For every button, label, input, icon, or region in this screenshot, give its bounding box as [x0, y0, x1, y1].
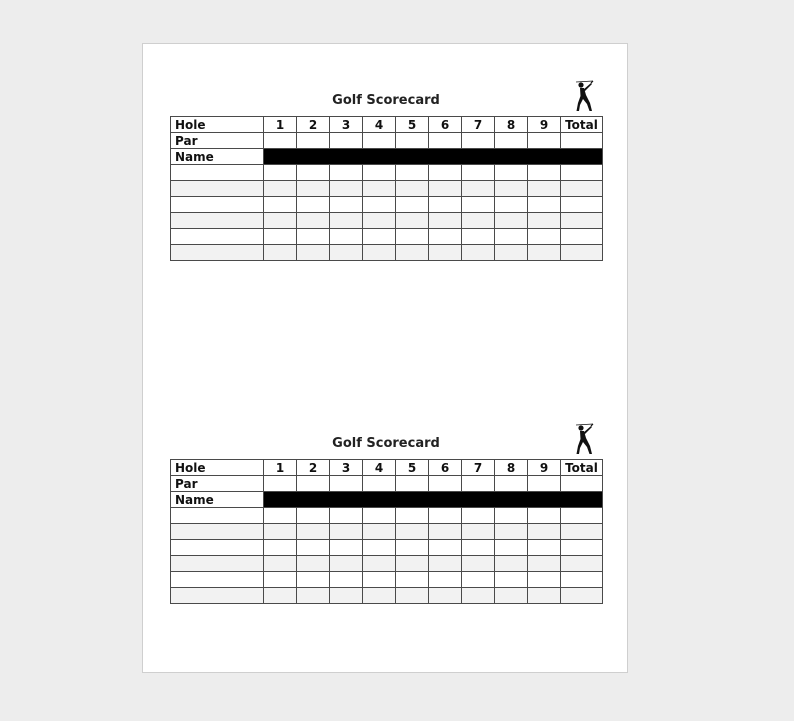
par-cell[interactable] [495, 476, 528, 492]
hole-number: 3 [330, 117, 363, 133]
name-row [171, 492, 603, 508]
hole-label: Hole [171, 460, 264, 476]
hole-row [171, 460, 603, 476]
par-cell[interactable] [462, 476, 495, 492]
hole-number: 7 [462, 117, 495, 133]
par-cell[interactable] [264, 476, 297, 492]
par-cell[interactable] [396, 476, 429, 492]
par-cell[interactable] [462, 133, 495, 149]
scorecard-page [142, 43, 628, 673]
hole-number: 2 [297, 117, 330, 133]
player-row [171, 213, 603, 229]
hole-number: 5 [396, 117, 429, 133]
hole-number: 1 [264, 117, 297, 133]
hole-number: 5 [396, 460, 429, 476]
par-row [171, 133, 603, 149]
hole-number: 6 [429, 460, 462, 476]
name-bar [264, 492, 603, 508]
hole-number: 8 [495, 460, 528, 476]
par-cell[interactable] [429, 133, 462, 149]
player-row [171, 572, 603, 588]
player-name-cell[interactable] [171, 213, 264, 229]
name-label: Name [171, 492, 264, 508]
par-label: Par [171, 133, 264, 149]
scorecard-table [170, 459, 603, 604]
player-name-cell[interactable] [171, 245, 264, 261]
par-total-cell[interactable] [561, 133, 603, 149]
hole-number: 9 [528, 460, 561, 476]
player-name-cell[interactable] [171, 165, 264, 181]
player-name-cell[interactable] [171, 524, 264, 540]
par-cell[interactable] [330, 476, 363, 492]
par-cell[interactable] [330, 133, 363, 149]
player-row [171, 229, 603, 245]
hole-row [171, 117, 603, 133]
hole-number: 4 [363, 460, 396, 476]
golfer-icon [571, 422, 597, 456]
par-cell[interactable] [495, 133, 528, 149]
player-name-cell[interactable] [171, 508, 264, 524]
par-row [171, 476, 603, 492]
hole-number: 8 [495, 117, 528, 133]
par-cell[interactable] [429, 476, 462, 492]
player-name-cell[interactable] [171, 197, 264, 213]
player-name-cell[interactable] [171, 588, 264, 604]
name-label: Name [171, 149, 264, 165]
player-row [171, 165, 603, 181]
par-total-cell[interactable] [561, 476, 603, 492]
player-row [171, 556, 603, 572]
par-cell[interactable] [528, 476, 561, 492]
player-name-cell[interactable] [171, 556, 264, 572]
par-cell[interactable] [396, 133, 429, 149]
hole-number: 3 [330, 460, 363, 476]
hole-number: 9 [528, 117, 561, 133]
player-row [171, 508, 603, 524]
golfer-icon [571, 79, 597, 113]
scorecard-title: Golf Scorecard [332, 93, 440, 108]
player-name-cell[interactable] [171, 572, 264, 588]
total-label: Total [561, 460, 603, 476]
player-row [171, 524, 603, 540]
par-cell[interactable] [363, 133, 396, 149]
hole-number: 1 [264, 460, 297, 476]
hole-label: Hole [171, 117, 264, 133]
player-row [171, 181, 603, 197]
par-cell[interactable] [528, 133, 561, 149]
par-cell[interactable] [363, 476, 396, 492]
par-cell[interactable] [297, 476, 330, 492]
player-name-cell[interactable] [171, 181, 264, 197]
player-row [171, 540, 603, 556]
player-name-cell[interactable] [171, 540, 264, 556]
player-name-cell[interactable] [171, 229, 264, 245]
hole-number: 4 [363, 117, 396, 133]
player-row [171, 197, 603, 213]
scorecard-title: Golf Scorecard [332, 436, 440, 451]
player-row [171, 588, 603, 604]
player-row [171, 245, 603, 261]
total-label: Total [561, 117, 603, 133]
hole-number: 6 [429, 117, 462, 133]
name-bar [264, 149, 603, 165]
par-label: Par [171, 476, 264, 492]
par-cell[interactable] [264, 133, 297, 149]
scorecard-table [170, 116, 603, 261]
hole-number: 7 [462, 460, 495, 476]
name-row [171, 149, 603, 165]
par-cell[interactable] [297, 133, 330, 149]
hole-number: 2 [297, 460, 330, 476]
